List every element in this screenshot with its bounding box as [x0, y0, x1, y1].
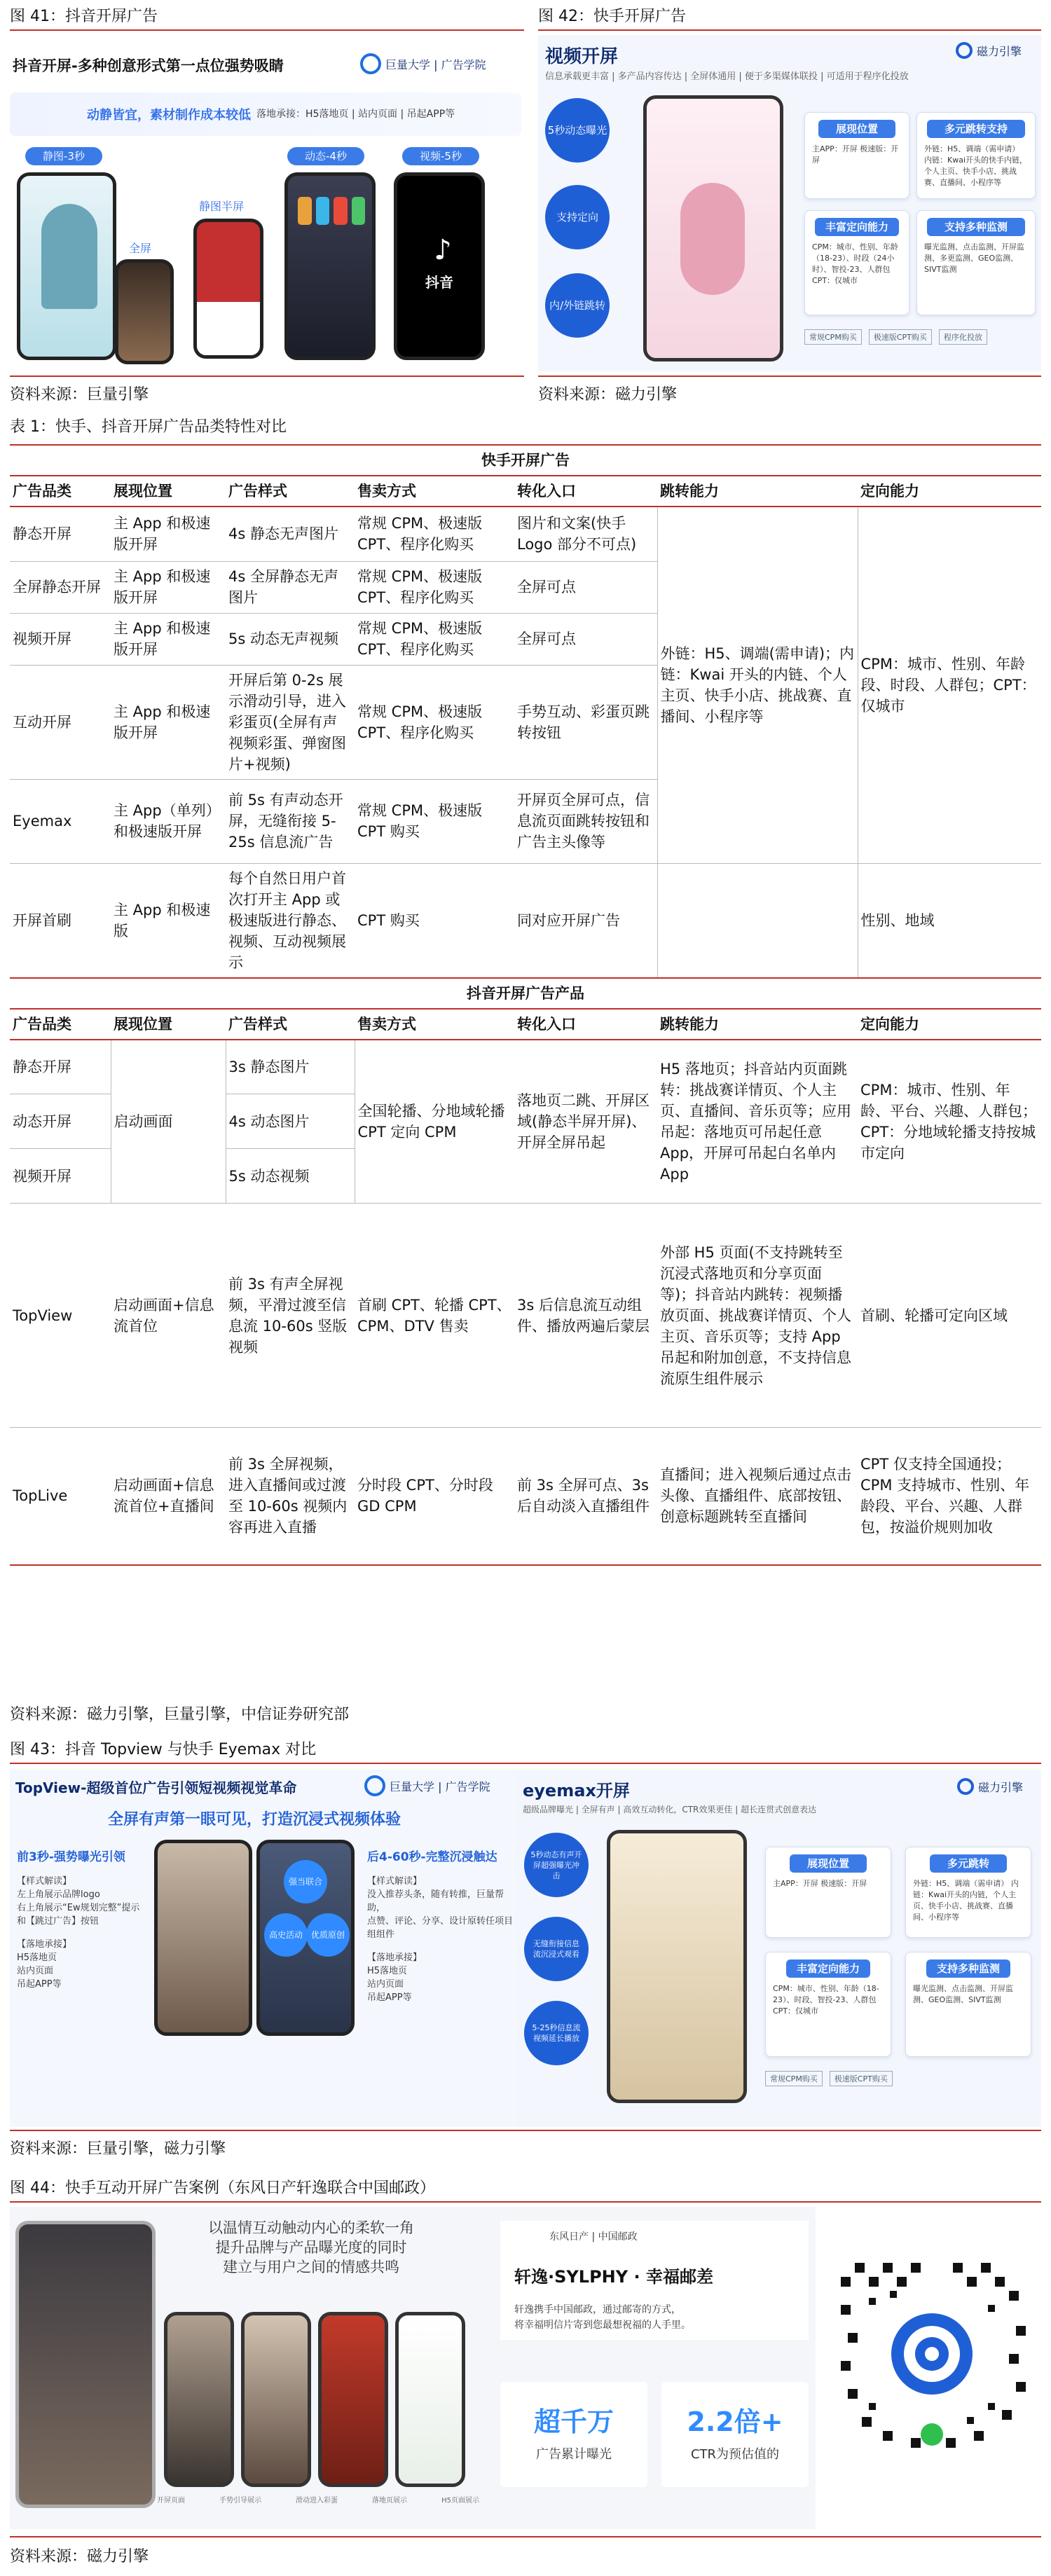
- cell-pos: 主 App 和极速版开屏: [111, 507, 226, 561]
- fig44-caption: 手势引导展示: [219, 2497, 262, 2505]
- fig43-left-item: 吊起APP等: [17, 1979, 62, 1990]
- fig43-phone-c: [607, 1830, 747, 2103]
- fig43-right-brand-text: 磁力引擎: [978, 1780, 1024, 1794]
- header-conv: 转化入口: [514, 1009, 657, 1040]
- cell-pos: 启动画面: [111, 1040, 226, 1204]
- fig44-stat-2: [661, 2382, 809, 2487]
- fig43-left-title: TopView-超级首位广告引领短视频视觉革命: [15, 1779, 297, 1796]
- fig44-title: 图 44：快手互动开屏广告案例（东风日产轩逸联合中国邮政）: [10, 2179, 435, 2197]
- fig43-card-1-body: 外链：H5、调端（需申请） 内链：Kwai开头的内链，个人主页、快手小店、挑战赛、直播间、小程序等: [913, 1879, 1019, 1922]
- table-row: [10, 863, 1041, 978]
- cell-conv: 全屏可点: [514, 561, 657, 613]
- cell-cat: 静态开屏: [10, 507, 111, 561]
- fig43-left-item: 和【跳过广告】按钮: [17, 1916, 99, 1927]
- fig43-left-item: 【落地承接】: [17, 1939, 72, 1950]
- fig43-card-3-body: 曝光监测、点击监测、开屏监测、GEO监测、SIVT监测: [913, 1984, 1013, 2004]
- header-cat: 广告品类: [10, 476, 111, 507]
- fig43-left-items: [17, 1875, 143, 1991]
- fig43-right-item: 没入推荐头条，随有转推，巨量帮助，: [367, 1889, 504, 1913]
- header-target: 定向能力: [858, 1009, 1041, 1040]
- douyin-logo-icon: ♪: [434, 234, 452, 266]
- fig43-circle-2: 5-25秒信息流视频延长播放: [524, 2001, 589, 2065]
- fig41-phone-static-figure: [41, 204, 97, 309]
- cell-sale: 常规 CPM、极速版 CPT、程序化购买: [355, 507, 514, 561]
- fig44-slogan-1: 将幸福明信片寄到您最想祝福的人手里。: [514, 2320, 691, 2331]
- fig43-right-items: [367, 1875, 514, 2004]
- dy-header-row: [10, 1009, 1041, 1040]
- fig44-caption: 落地页展示: [372, 2497, 408, 2505]
- fig42-brand: [956, 42, 1022, 59]
- fig44-phone-3: [318, 2312, 388, 2487]
- cell-pos: 主 App 和极速版开屏: [111, 665, 226, 779]
- fig42-subtitle: 信息承载更丰富 | 多产品内容传达 | 全屏体通用 | 便于多渠媒体联投 | 可适用于程序化投放: [545, 71, 909, 82]
- cell-cat: 动态开屏: [10, 1094, 111, 1149]
- fig44-rule-bottom: [10, 2536, 1041, 2537]
- cell-target: 首刷、轮播可定向区域: [858, 1204, 1041, 1428]
- cell-style: 开屏后第 0-2s 展示滑动引导，进入彩蛋页(全屏有声视频彩蛋、弹窗图片+视频): [226, 665, 355, 779]
- fig42-card-0: [804, 112, 909, 199]
- header-style: 广告样式: [226, 1009, 355, 1040]
- fig43-bubble-0: 强当联合: [284, 1860, 327, 1903]
- fig42-card-2-body: CPM：城市、性别、年龄（18-23）、时段（24小时）、智投-23、人群包 CPT：仅城市: [812, 242, 898, 285]
- fig41-label-4: 视频-5秒: [402, 147, 479, 165]
- fig42-phone: [643, 95, 783, 361]
- header-sale: 售卖方式: [355, 1009, 514, 1040]
- cell-conv: 3s 后信息流互动组件、播放两遍后蒙层: [514, 1204, 657, 1428]
- fig43-left-image: [10, 1770, 520, 2127]
- fig42-rule: [538, 29, 1041, 31]
- fig43-tag-1: 极速版CPT购买: [830, 2071, 893, 2086]
- fig42-source: 资料来源：磁力引擎: [538, 386, 678, 404]
- ks-group-row: [10, 445, 1041, 476]
- fig42-card-2-head: 丰富定向能力: [815, 218, 899, 236]
- fig42-rule-bottom: [538, 376, 1041, 377]
- fig42-card-3-head: 支持多种监测: [927, 218, 1025, 236]
- cell-conv: 开屏页全屏可点，信息流页面跳转按钮和广告主头像等: [514, 779, 657, 863]
- cell-cat: TopView: [10, 1204, 111, 1428]
- oceanengine-logo-icon: [364, 1775, 385, 1796]
- cell-ks-target-1: CPM：城市、性别、年龄段、时段、人群包；CPT：仅城市: [858, 507, 1041, 863]
- fig42-bottom-tags: [804, 329, 987, 345]
- cell-pos: 主 App（单列）和极速版开屏: [111, 779, 226, 863]
- fig43-circle-1: 无缝衔接信息流沉浸式观看: [524, 1917, 589, 1981]
- fig43-right-image: [516, 1770, 1041, 2127]
- cell-conv: 落地页二跳、开屏区域(静态半屏开屏)、开屏全屏吊起: [514, 1040, 657, 1204]
- fig42-brand-text: 磁力引擎: [977, 44, 1022, 58]
- comparison-table: [10, 444, 1041, 1566]
- cell-pos: 主 App 和极速版开屏: [111, 561, 226, 613]
- fig44-phone-main: [15, 2221, 156, 2508]
- fig43-left-item: 站内页面: [17, 1966, 54, 1976]
- fig44-slogan-0: 轩逸携手中国邮政，通过邮寄的方式，: [514, 2304, 681, 2315]
- header-cat: 广告品类: [10, 1009, 111, 1040]
- fig41-app-grid: [298, 197, 365, 225]
- fig44-caption: 滑动进入彩蛋: [296, 2497, 338, 2505]
- fig43-card-3: [905, 1952, 1031, 2057]
- fig44-logos: 东风日产 | 中国邮政: [549, 2231, 638, 2243]
- fig42-card-1-head: 多元跳转支持: [927, 120, 1025, 138]
- cell-pos: 主 App 和极速版: [111, 863, 226, 978]
- fig43-card-0: [765, 1847, 891, 1938]
- fig42-circle-1: 支持定向: [545, 185, 610, 249]
- fig43-right-item: H5落地页: [367, 1966, 408, 1976]
- fig44-stat-1-value: 超千万: [533, 2406, 614, 2437]
- cell-cat: 互动开屏: [10, 665, 111, 779]
- fig44-headline-line: 建立与用户之间的情感共鸣: [223, 2259, 399, 2275]
- fig43-card-1-head: 多元跳转: [930, 1854, 1007, 1873]
- cell-cat: 视频开屏: [10, 1149, 111, 1204]
- cell-jump-empty: [657, 863, 858, 978]
- cell-sale: 常规 CPM、极速版 CPT、程序化购买: [355, 665, 514, 779]
- cell-style: 前 3s 有声全屏视频，平滑过渡至信息流 10-60s 竖版视频: [226, 1204, 355, 1428]
- fig44-phone-1: [164, 2312, 234, 2487]
- fig44-stat-1-label: 广告累计曝光: [536, 2447, 612, 2462]
- fig43-bottom-tags: [765, 2071, 893, 2086]
- header-pos: 展现位置: [111, 476, 226, 507]
- fig43-right-item: 吊起APP等: [367, 1992, 412, 2003]
- cell-style: 前 3s 全屏视频，进入直播间或过渡至 10-60s 视频内容再进入直播: [226, 1428, 355, 1565]
- fig44-headline: [185, 2218, 437, 2277]
- table-caption: 表 1：快手、抖音开屏广告品类特性对比: [10, 418, 287, 436]
- table-source: 资料来源：磁力引擎，巨量引擎，中信证券研究部: [10, 1706, 350, 1723]
- cell-cat: 静态开屏: [10, 1040, 111, 1094]
- fig42-card-3: [916, 210, 1036, 315]
- ks-group-title: 快手开屏广告: [10, 445, 1041, 476]
- cell-cat: Eyemax: [10, 779, 111, 863]
- fig41-phone-dynamic: [284, 172, 376, 360]
- cell-ks-jump: 外链：H5、调端(需申请)；内链：Kwai 开头的内链、个人主页、快手小店、挑战赛、直播间、小程序等: [657, 507, 858, 863]
- fig44-image: [10, 2207, 816, 2529]
- cell-jump: 直播间；进入视频后通过点击头像、直播组件、底部按钮、创意标题跳转至直播间: [657, 1428, 858, 1565]
- fig43-left-item: H5落地页: [17, 1952, 57, 1963]
- header-style: 广告样式: [226, 476, 355, 507]
- fig43-right-item: 【样式解读】: [367, 1876, 423, 1887]
- fig42-tag-2: 程序化投放: [939, 329, 987, 345]
- fig42-title: 图 42：快手开屏广告: [538, 8, 686, 25]
- dy-group-title: 抖音开屏广告产品: [10, 978, 1041, 1009]
- cell-conv: 全屏可点: [514, 613, 657, 665]
- fig44-headline-line: 以温情互动触动内心的柔软一角: [208, 2219, 414, 2236]
- fig42-circle-0: 5秒动态曝光: [545, 98, 610, 163]
- fig41-banner-left: 动静皆宜，素材制作成本较低: [87, 108, 251, 123]
- fig41-title: 图 41：抖音开屏广告: [10, 8, 158, 25]
- header-target: 定向能力: [858, 476, 1041, 507]
- fig43-left-head: 前3秒-强势曝光引领: [17, 1850, 125, 1864]
- fig42-image: [538, 35, 1041, 371]
- fig41-phone-video: [394, 172, 485, 360]
- cell-style: 每个自然日用户首次打开主 App 或极速版进行静态、视频、互动视频展示: [226, 863, 355, 978]
- cell-conv: 手势互动、彩蛋页跳转按钮: [514, 665, 657, 779]
- fig43-rule-bottom: [10, 2130, 1041, 2131]
- cell-sale: 全国轮播、分地域轮播 CPT 定向 CPM: [355, 1040, 514, 1204]
- fig44-sylphy: 轩逸·SYLPHY · 幸福邮差: [514, 2267, 713, 2287]
- qr-code: [827, 2249, 1037, 2459]
- fig43-title: 图 43：抖音 Topview 与快手 Eyemax 对比: [10, 1741, 317, 1758]
- cili-logo-icon: [957, 1778, 974, 1795]
- fig42-card-2: [804, 210, 909, 315]
- fig43-left-item: 左上角展示品牌logo: [17, 1889, 100, 1900]
- fig41-banner-right: 落地承接：H5落地页 | 站内页面 | 吊起APP等: [256, 109, 455, 120]
- cell-cat: 视频开屏: [10, 613, 111, 665]
- fig43-right-item: 点赞、评论、分享、设计原转任项目: [367, 1916, 514, 1927]
- fig42-tag-1: 极速版CPT购买: [869, 329, 932, 345]
- cell-conv: 前 3s 全屏可点、3s 后自动淡入直播组件: [514, 1428, 657, 1565]
- header-conv: 转化入口: [514, 476, 657, 507]
- fig43-right-sub: 超级品牌曝光 | 全屏有声 | 高效互动转化，CTR效果更佳 | 超长连贯式创意表达: [523, 1805, 817, 1814]
- fig44-caption: 开屏页面: [157, 2497, 185, 2505]
- fig41-label-1: 全屏: [129, 242, 152, 255]
- fig44-captions: [157, 2494, 479, 2505]
- cell-style: 4s 全屏静态无声图片: [226, 561, 355, 613]
- fig42-circle-2: 内/外链跳转: [545, 273, 610, 338]
- fig44-phone-4: [395, 2312, 465, 2487]
- fig44-source: 资料来源：磁力引擎: [10, 2548, 149, 2565]
- header-jump: 跳转能力: [657, 1009, 858, 1040]
- fig43-right-brand: [957, 1778, 1023, 1795]
- fig43-card-0-body: 主APP：开屏 极速版：开屏: [773, 1879, 867, 1888]
- cell-sale: 常规 CPM、极速版 CPT、程序化购买: [355, 613, 514, 665]
- cell-ks-target-2: 性别、地域: [858, 863, 1041, 978]
- cell-cat: TopLive: [10, 1428, 111, 1565]
- header-sale: 售卖方式: [355, 476, 514, 507]
- fig41-brand: [360, 53, 486, 74]
- fig43-left-brand: [364, 1775, 490, 1796]
- fig41-rule: [10, 29, 524, 31]
- cell-style: 前 5s 有声动态开屏，无缝衔接 5-25s 信息流广告: [226, 779, 355, 863]
- fig42-card-3-body: 曝光监测、点击监测、开屏监测、多更监测、GEO监测、SIVT监测: [924, 242, 1024, 274]
- header-pos: 展现位置: [111, 1009, 226, 1040]
- cell-style: 4s 静态无声图片: [226, 507, 355, 561]
- fig43-card-0-head: 展现位置: [790, 1854, 867, 1873]
- fig43-card-2-body: CPM：城市、性别、年龄（18-23）、时段、智投-23、人群包 CPT：仅城市: [773, 1984, 879, 2016]
- fig43-card-2-head: 丰富定向能力: [786, 1959, 870, 1978]
- fig43-right-item: 组组件: [367, 1929, 395, 1940]
- fig43-bubble-1: 高史活动: [264, 1913, 308, 1957]
- fig41-phone-static: [17, 172, 116, 360]
- fig41-phone-full: [115, 259, 174, 364]
- fig44-headline-line: 提升品牌与产品曝光度的同时: [215, 2239, 407, 2256]
- dy-group-row: [10, 978, 1041, 1009]
- qr-code-icon: [827, 2249, 1037, 2459]
- fig43-banner: 全屏有声第一眼可见，打造沉浸式视频体验: [108, 1811, 401, 1828]
- fig42-product-graphic: [680, 183, 745, 295]
- fig44-stat-2-label: CTR为预估值的: [690, 2447, 780, 2462]
- cell-sale: CPT 购买: [355, 863, 514, 978]
- cell-style: 4s 动态图片: [226, 1094, 355, 1149]
- cell-jump: H5 落地页；抖音站内页面跳转：挑战赛详情页、个人主页、直播间、音乐页等；应用吊起：落地页可吊起任意 App，开屏可吊起白名单内 App: [657, 1040, 858, 1204]
- fig44-caption: H5页面展示: [441, 2497, 479, 2505]
- cell-target: CPT 仅支持全国通投；CPM 支持城市、性别、年龄段、平台、兴趣、人群包，按溢价规则加收: [858, 1428, 1041, 1565]
- cell-sale: 常规 CPM、极速版 CPT 购买: [355, 779, 514, 863]
- cell-conv: 同对应开屏广告: [514, 863, 657, 978]
- fig41-douyin-text: 抖音: [425, 274, 453, 291]
- fig42-card-1: [916, 112, 1036, 199]
- fig41-brand-text: 巨量大学 | 广告学院: [385, 57, 486, 71]
- fig43-left-brand-text: 巨量大学 | 广告学院: [390, 1779, 490, 1793]
- fig41-phone-half: [193, 219, 263, 359]
- oceanengine-logo-icon: [360, 53, 381, 74]
- fig41-image: [10, 35, 521, 371]
- cell-cat: 开屏首刷: [10, 863, 111, 978]
- table-row: [10, 1040, 1041, 1094]
- fig41-label-3: 动态-4秒: [287, 147, 364, 165]
- cell-pos: 主 App 和极速版开屏: [111, 613, 226, 665]
- cell-pos: 启动画面+信息流首位: [111, 1204, 226, 1428]
- cell-cat: 全屏静态开屏: [10, 561, 111, 613]
- fig43-phone-a: [154, 1840, 252, 2036]
- table-row: [10, 1428, 1041, 1565]
- fig44-stat-2-value: 2.2倍+: [687, 2406, 783, 2437]
- cili-logo-icon: [956, 42, 973, 59]
- fig43-rule: [10, 1763, 1041, 1764]
- cell-sale: 常规 CPM、极速版 CPT、程序化购买: [355, 561, 514, 613]
- fig43-circle-0: 5秒动态有声开屏超强曝光冲击: [524, 1833, 589, 1897]
- fig43-card-2: [765, 1952, 891, 2057]
- fig43-right-title: eyemax开屏: [523, 1781, 630, 1800]
- cell-pos: 启动画面+信息流首位+直播间: [111, 1428, 226, 1565]
- fig43-right-head: 后4-60秒-完整沉浸触达: [367, 1850, 497, 1864]
- fig41-source: 资料来源：巨量引擎: [10, 386, 149, 404]
- fig41-banner: [10, 92, 521, 136]
- table-row: [10, 1204, 1041, 1428]
- fig42-card-0-body: 主APP：开屏 极速版：开屏: [812, 144, 899, 165]
- fig42-card-1-body: 外链：H5、调端（需申请） 内链：Kwai开头的快手内链，个人主页、快手小店、挑战赛、直播间、小程序等: [924, 144, 1028, 187]
- fig41-label-2: 静图半屏: [199, 200, 245, 213]
- fig44-rule: [10, 2201, 1041, 2203]
- fig42-panel-title: 视频开屏: [545, 46, 619, 67]
- fig44-brand-block: [500, 2221, 809, 2340]
- fig43-left-item: 【样式解读】: [17, 1876, 72, 1887]
- fig44-stat-1: [500, 2382, 647, 2487]
- cell-sale: 分时段 CPT、分时段 GD CPM: [355, 1428, 514, 1565]
- fig43-phone-b: [256, 1840, 355, 2036]
- table-row: [10, 507, 1041, 561]
- fig43-source: 资料来源：巨量引擎，磁力引擎: [10, 2140, 226, 2158]
- fig43-bubble-2: 优质原创: [306, 1913, 350, 1957]
- cell-style: 3s 静态图片: [226, 1040, 355, 1094]
- cell-style: 5s 动态视频: [226, 1149, 355, 1204]
- cell-conv: 图片和文案(快手 Logo 部分不可点): [514, 507, 657, 561]
- fig43-right-item: 站内页面: [367, 1979, 404, 1990]
- fig43-card-3-head: 支持多种监测: [926, 1959, 1010, 1978]
- fig42-tag-0: 常规CPM购买: [804, 329, 862, 345]
- fig43-left-item: 右上角展示“Ew规划完整”提示: [17, 1903, 140, 1913]
- header-jump: 跳转能力: [657, 476, 858, 507]
- fig41-panel-title: 抖音开屏-多种创意形式第一点位强势吸睛: [13, 57, 284, 74]
- fig44-phone-2: [241, 2312, 311, 2487]
- fig42-card-0-head: 展现位置: [818, 120, 895, 138]
- fig43-right-item: 【落地承接】: [367, 1952, 423, 1963]
- fig41-label-0: 静图-3秒: [25, 147, 102, 165]
- cell-style: 5s 动态无声视频: [226, 613, 355, 665]
- cell-sale: 首刷 CPT、轮播 CPT、CPM、DTV 售卖: [355, 1204, 514, 1428]
- cell-target: CPM：城市、性别、年龄、平台、兴趣、人群包；CPT：分地域轮播支持按城市定向: [858, 1040, 1041, 1204]
- cell-jump: 外部 H5 页面(不支持跳转至沉浸式落地页和分享页面等)；抖音站内跳转：视频播放页面、挑战赛详情页、个人主页、音乐页等；支持 App 吊起和附加创意，不支持信息流原生组件展示: [657, 1204, 858, 1428]
- fig41-rule-bottom: [10, 376, 524, 377]
- fig43-card-1: [905, 1847, 1031, 1938]
- fig43-tag-0: 常规CPM购买: [765, 2071, 823, 2086]
- ks-header-row: [10, 476, 1041, 507]
